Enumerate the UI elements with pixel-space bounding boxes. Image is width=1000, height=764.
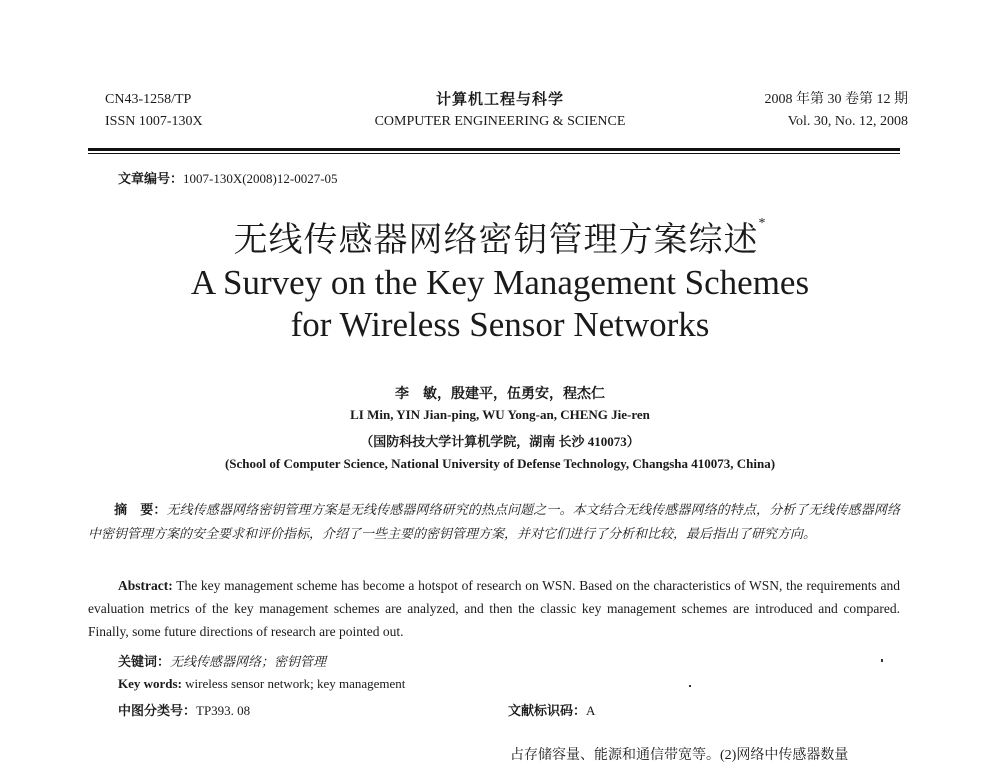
journal-issue-block [765,91,909,131]
abstract-en-label: Abstract: [118,578,173,593]
cn-number: CN43-1258/TP [105,92,192,107]
scan-speck [689,685,691,687]
next-column-partial-line: 占存储容量、能源和通信带宽等。(2)网络中传感器数量 [510,748,849,763]
authors-en: LI Min, YIN Jian-ping, WU Yong-an, CHENG Jie-ren [350,407,650,422]
journal-name-block [300,91,700,131]
abstract-en-text: The key management scheme has become a hotspot of research on WSN. Based on the characteristics of WSN, the requirements and evaluation metrics of the key management schemes are analyzed, and then the classic key management schemes are introduced and compared. Finally, some future directions of research are pointed out. [88,578,900,639]
issue-en: Vol. 30, No. 12, 2008 [787,114,908,129]
abstract-cn-label: 摘 要： [114,502,167,517]
keywords-cn [118,651,326,670]
keywords-cn-label: 关键词： [118,654,171,669]
keywords-cn-text: 无线传感器网络；密钥管理 [170,654,327,669]
article-number [118,168,338,187]
title-cn [0,212,1000,261]
keywords-en-text: wireless sensor network; key management [181,676,406,691]
abstract-cn-text: 无线传感器网络密钥管理方案是无线传感器网络研究的热点问题之一。本文结合无线传感器网络的特点，分析了无线传感器网络中密钥管理方案的安全要求和评价指标，介绍了一些主要的密钥管理方案，并对它们进行了分析和比较，最后指出了研究方向。 [88,502,900,541]
title-cn-text: 无线传感器网络密钥管理方案综述 [233,222,759,259]
keywords-en [118,676,405,692]
abstract-en [88,574,900,643]
article-number-label: 文章编号： [118,171,184,186]
journal-name-cn: 计算机工程与科学 [435,92,564,108]
document-code-value: A [586,703,596,718]
journal-name-en: COMPUTER ENGINEERING & SCIENCE [374,114,626,129]
title-en-line1: A Survey on the Key Management Schemes [190,263,810,302]
abstract-cn [88,498,900,546]
header-rule-thin [88,153,900,154]
affiliation-en: (School of Computer Science, National University of Defense Technology, Changsha 410073, China) [224,456,776,471]
classification-label: 中图分类号： [118,703,197,718]
authors-cn: 李 敏，殷建平，伍勇安，程杰仁 [395,387,605,402]
scan-speck [881,659,883,662]
document-code [508,700,595,719]
document-code-label: 文献标识码： [508,703,587,718]
classification-number [118,700,250,719]
title-footnote-mark: * [758,216,767,231]
header-rule-thick [88,148,900,151]
journal-cn-issn-block [105,91,203,131]
title-en [0,262,1000,346]
title-en-line2: for Wireless Sensor Networks [290,305,710,344]
article-number-value: 1007-130X(2008)12-0027-05 [183,171,338,186]
issue-cn: 2008 年第 30 卷第 12 期 [764,92,908,107]
classification-value: TP393. 08 [196,703,251,718]
keywords-en-label: Key words: [118,676,182,691]
affiliation-cn: （国防科技大学计算机学院，湖南 长沙 410073） [360,434,640,449]
issn-number: ISSN 1007-130X [105,114,203,129]
